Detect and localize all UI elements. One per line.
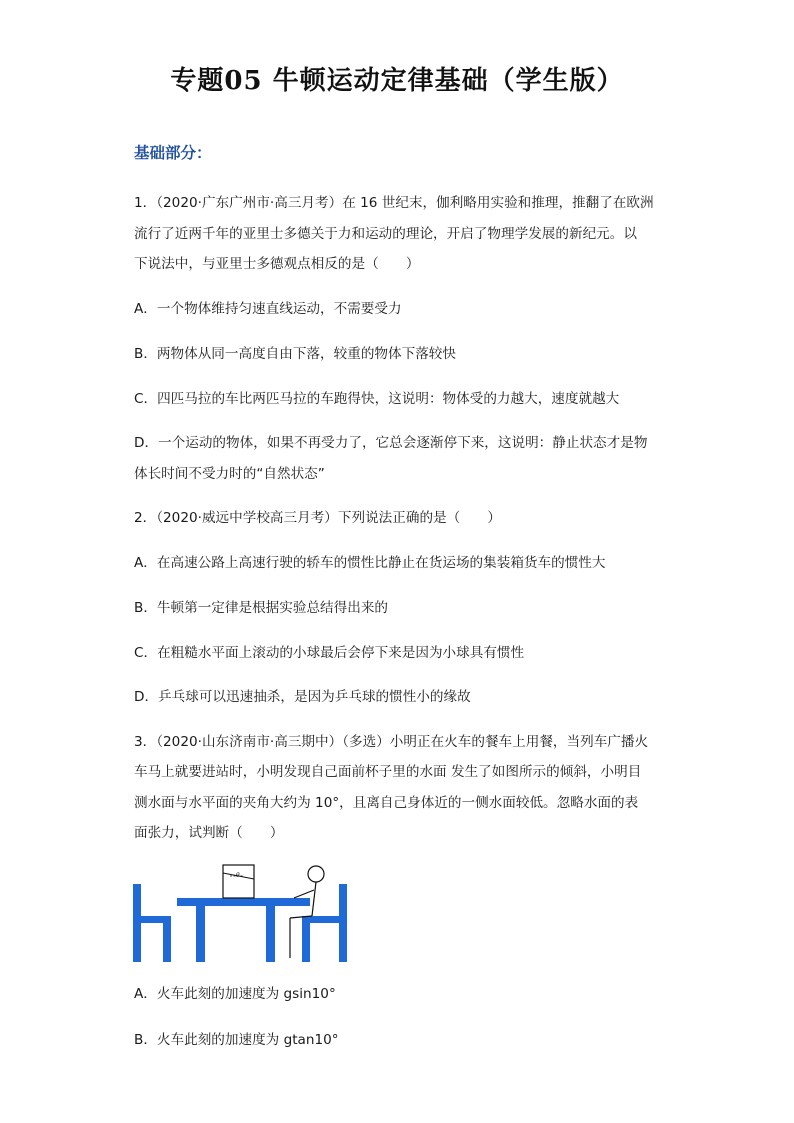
q3-stem-line-2: 车马上就要进站时，小明发现自己面前杯子里的水面 发生了如图所示的倾斜，小明目 <box>134 764 642 780</box>
q2-option-c: C．在粗糙水平面上滚动的小球最后会停下来是因为小球具有惯性 <box>134 645 525 661</box>
section-heading: 基础部分： <box>134 144 212 162</box>
q3-option-a: A．火车此刻的加速度为 gsin10° <box>134 986 336 1002</box>
q1-stem-line-1: 1．（2020·广东广州市·高三月考）在 16 世纪末，伽利略用实验和推理，推翻了在欧洲 <box>134 195 654 211</box>
q2-stem: 2．（2020·威远中学校高三月考）下列说法正确的是（ ） <box>134 510 502 526</box>
q3-stem-line-4: 面张力，试判断（ ） <box>134 825 284 841</box>
left-chair <box>133 884 171 962</box>
q1-stem-line-2: 流行了近两千年的亚里士多德关于力和运动的理论，开启了物理学发展的新纪元。以 <box>134 226 637 242</box>
q2-option-a: A．在高速公路上高速行驶的轿车的惯性比静止在货运场的集装箱货车的惯性大 <box>134 555 606 571</box>
q3-stem-line-3: 测水面与水平面的夹角大约为 10°，且离自己身体近的一侧水面较低。忽略水面的表 <box>134 795 639 811</box>
q1-option-c: C．四匹马拉的车比两匹马拉的车跑得快，这说明：物体受的力越大，速度就越大 <box>134 391 620 407</box>
angle-label: θ <box>236 872 240 879</box>
q1-option-d-line-2: 体长时间不受力时的“自然状态” <box>134 466 325 482</box>
q2-option-b: B．牛顿第一定律是根据实验总结得出来的 <box>134 600 389 616</box>
page-title: 专题05 牛顿运动定律基础（学生版） <box>170 66 624 96</box>
water-glass <box>223 865 254 898</box>
q1-option-a: A．一个物体维持匀速直线运动，不需要受力 <box>134 301 402 317</box>
right-chair <box>302 884 347 962</box>
q1-option-d-line-1: D．一个运动的物体，如果不再受力了，它总会逐渐停下来，这说明：静止状态才是物 <box>134 435 648 451</box>
q3-option-b: B．火车此刻的加速度为 gtan10° <box>134 1032 339 1048</box>
q2-option-d: D．乒乓球可以迅速抽杀，是因为乒乓球的惯性小的缘故 <box>134 689 471 705</box>
q3-figure <box>130 860 360 964</box>
q1-stem-line-3: 下说法中，与亚里士多德观点相反的是（ ） <box>134 256 420 272</box>
q3-stem-line-1: 3．（2020·山东济南市·高三期中）（多选）小明正在火车的餐车上用餐，当列车广播火 <box>134 734 649 750</box>
q1-option-b: B．两物体从同一高度自由下落，较重的物体下落较快 <box>134 346 456 362</box>
